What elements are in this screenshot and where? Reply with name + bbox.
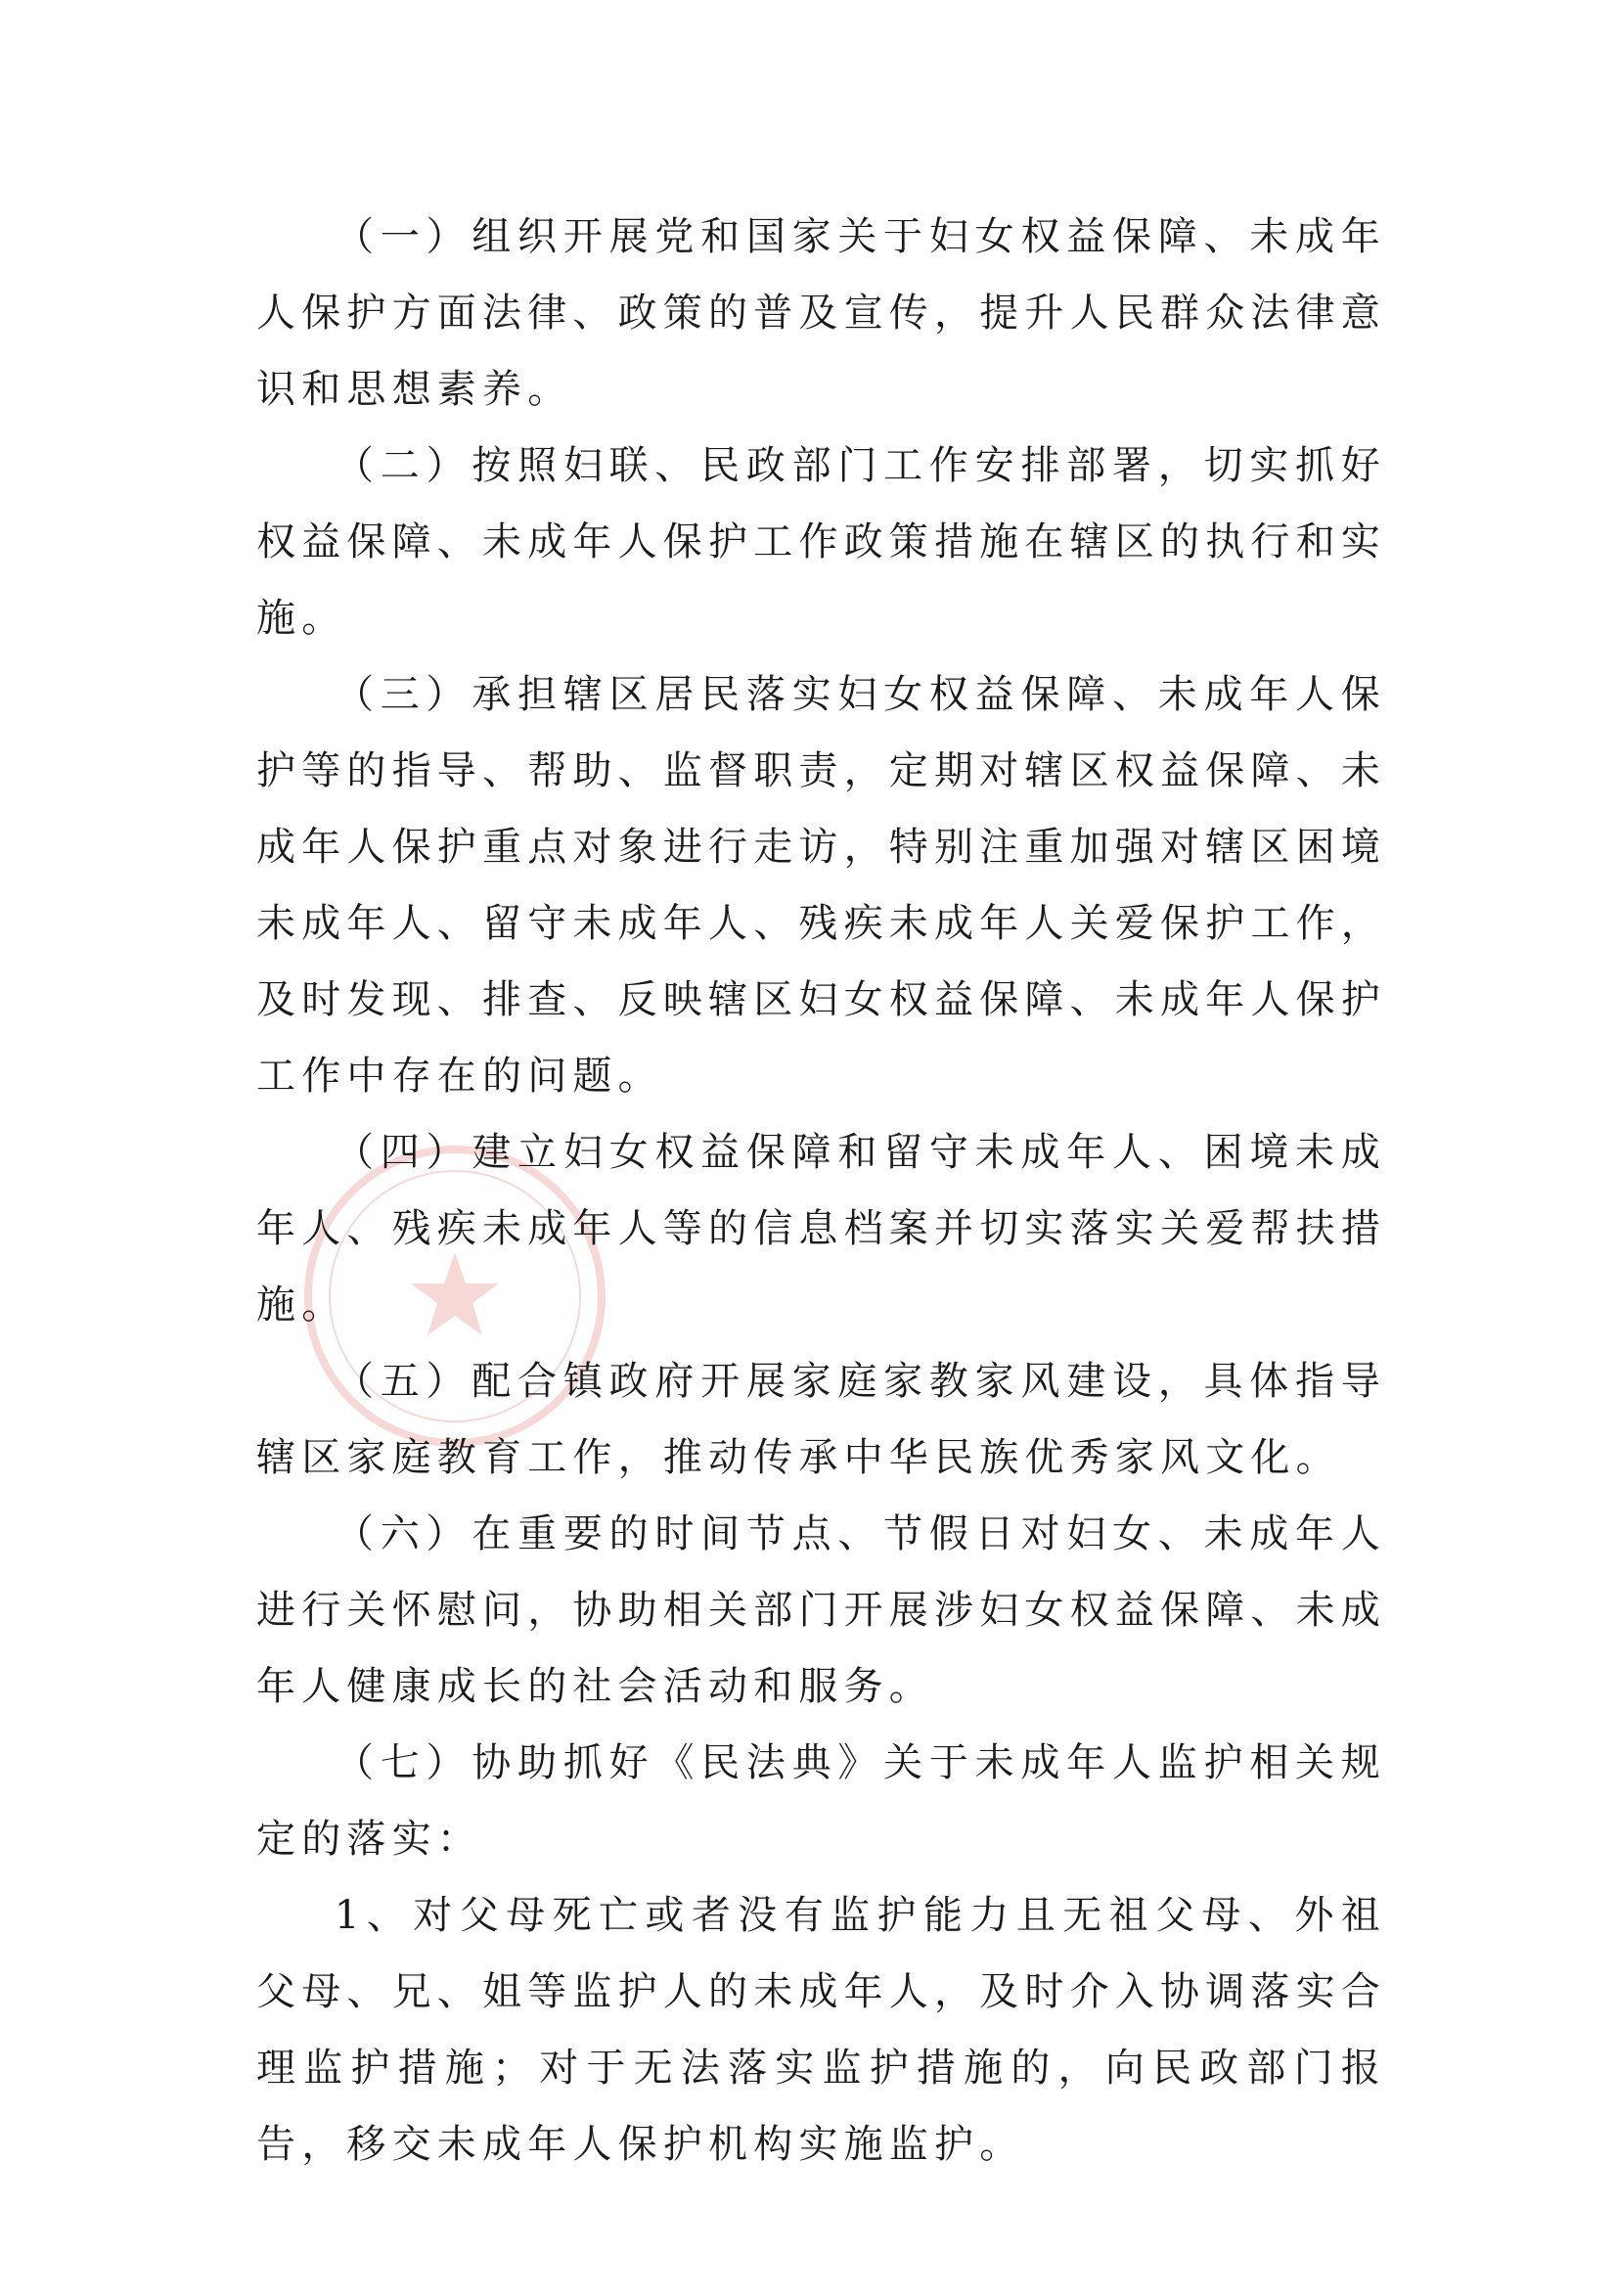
paragraph-4: （四）建立妇女权益保障和留守未成年人、困境未成年人、残疾未成年人等的信息档案并切实落实关爱帮扶措施。 (256, 1130, 1386, 1328)
paragraph-1: （一）组织开展党和国家关于妇女权益保障、未成年人保护方面法律、政策的普及宣传，提升人民群众法律意识和思想素养。 (256, 214, 1386, 412)
paragraph-7: （七）协助抓好《民法典》关于未成年人监护相关规定的落实： (256, 1740, 1386, 1862)
paragraph-3: （三）承担辖区居民落实妇女权益保障、未成年人保护等的指导、帮助、监督职责，定期对辖区权益保障、未成年人保护重点对象进行走访，特别注重加强对辖区困境未成年人、留守未成年人、残疾未成年人关爱保护工作，及时发现、排查、反映辖区妇女权益保障、未成年人保护工作中存在的问题。 (256, 672, 1386, 1099)
paragraph-8: 1、对父母死亡或者没有监护能力且无祖父母、外祖父母、兄、姐等监护人的未成年人，及时介入协调落实合理监护措施；对于无法落实监护措施的，向民政部门报告，移交未成年人保护机构实施监护。 (256, 1893, 1386, 2167)
paragraph-5: （五）配合镇政府开展家庭家教家风建设，具体指导辖区家庭教育工作，推动传承中华民族优秀家风文化。 (256, 1359, 1386, 1480)
body-text (256, 199, 1386, 2183)
paragraph-2: （二）按照妇联、民政部门工作安排部署，切实抓好权益保障、未成年人保护工作政策措施在辖区的执行和实施。 (256, 443, 1386, 641)
paragraph-6: （六）在重要的时间节点、节假日对妇女、未成年人进行关怀慰问，协助相关部门开展涉妇女权益保障、未成年人健康成长的社会活动和服务。 (256, 1511, 1386, 1709)
